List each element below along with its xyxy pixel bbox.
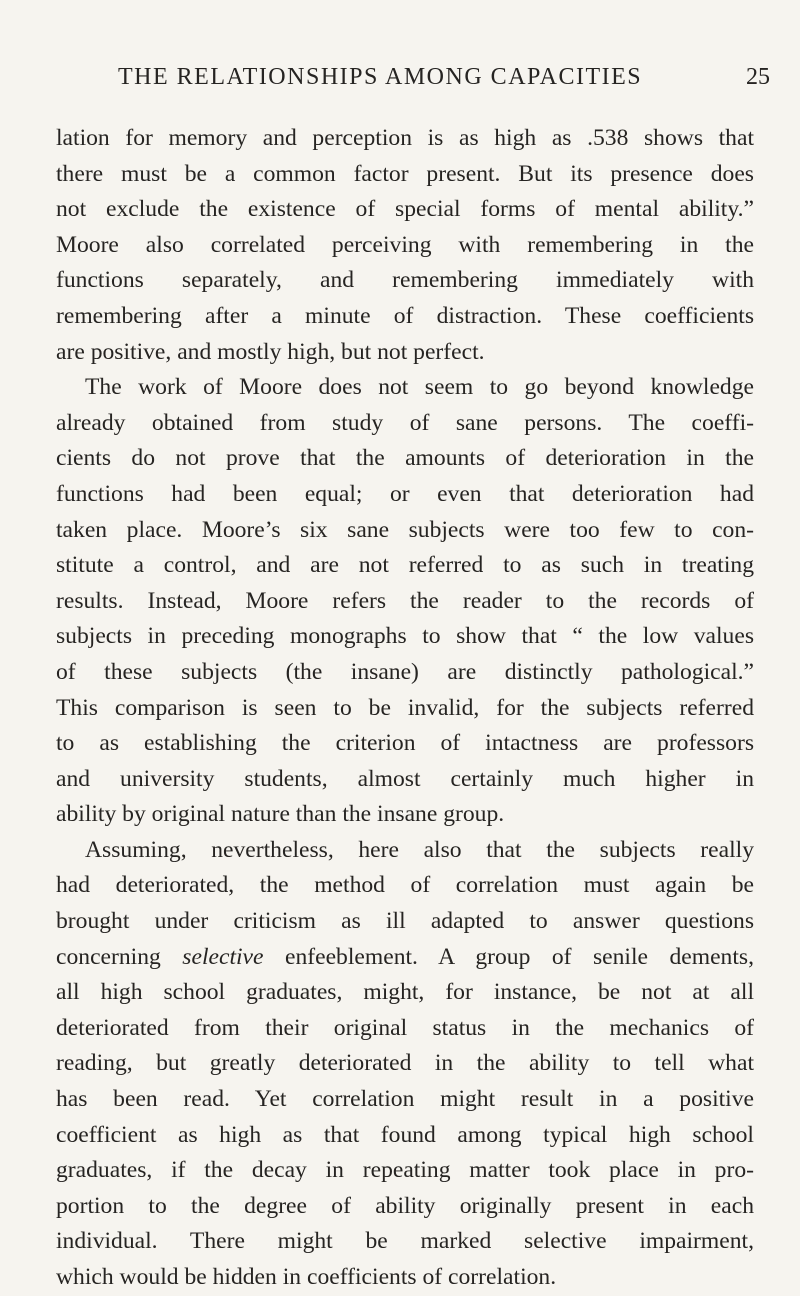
text-line: [56, 548, 754, 584]
text-segment: individual. There might be marked selective impairment,: [56, 1228, 754, 1255]
text-segment: to as establishing the criterion of intactness are professors: [56, 730, 754, 757]
text-line: [56, 1260, 754, 1296]
text-line: [56, 1189, 754, 1225]
text-segment: The work of Moore does not seem to go beyond knowledge: [85, 374, 754, 401]
text-line: [56, 192, 754, 228]
text-line: [56, 477, 754, 513]
text-segment: Assuming, nevertheless, here also that the subjects really: [85, 836, 754, 863]
text-segment: ability by original nature than the insane group.: [56, 801, 505, 828]
text-line: [56, 833, 754, 869]
text-line: [56, 370, 754, 406]
page-number: 25: [746, 64, 770, 90]
text-line: [56, 975, 754, 1011]
text-line: [56, 1082, 754, 1118]
text-segment: results. Instead, Moore refers the reader to the records of: [56, 587, 754, 614]
text-line: [56, 513, 754, 549]
text-line: [56, 406, 754, 442]
text-line: [56, 655, 754, 691]
text-segment: reading, but greatly deteriorated in the ability to tell what: [56, 1050, 754, 1077]
text-segment: taken place. Moore’s six sane subjects were too few to con-: [56, 516, 754, 543]
text-line: [56, 1011, 754, 1047]
text-line: [56, 797, 754, 833]
text-line: [56, 335, 754, 371]
text-segment: functions had been equal; or even that deterioration had: [56, 480, 754, 507]
text-segment: all high school graduates, might, for instance, be not at all: [56, 979, 754, 1006]
text-segment: are positive, and mostly high, but not perfect.: [56, 338, 485, 365]
text-line: [56, 940, 754, 976]
text-segment: and university students, almost certainly much higher in: [56, 765, 754, 792]
text-segment: which would be hidden in coefficients of correlation.: [56, 1264, 557, 1290]
text-segment: portion to the degree of ability originally present in each: [56, 1192, 754, 1219]
text-segment: Moore also correlated perceiving with remembering in the: [56, 231, 754, 258]
text-segment: This comparison is seen to be invalid, for the subjects referred: [56, 694, 754, 721]
text-line: [56, 1046, 754, 1082]
text-segment: concerning: [56, 943, 183, 970]
text-line: [56, 584, 754, 620]
text-segment: brought under criticism as ill adapted to answer questions: [56, 908, 754, 935]
text-segment: subjects in preceding monographs to show that “ the low values: [56, 623, 754, 650]
text-segment: coefficient as high as that found among typical high school: [56, 1121, 754, 1148]
text-line: [56, 1224, 754, 1260]
text-line: [56, 121, 754, 157]
text-segment: had deteriorated, the method of correlation must again be: [56, 872, 754, 899]
text-line: [56, 726, 754, 762]
text-segment: there must be a common factor present. But its presence does: [56, 160, 754, 187]
text-segment: graduates, if the decay in repeating matter took place in pro-: [56, 1157, 754, 1184]
text-segment: lation for memory and perception is as high as .538 shows that: [56, 125, 754, 151]
text-segment: of these subjects (the insane) are distinctly pathological.”: [56, 658, 754, 685]
text-line: [56, 228, 754, 264]
text-segment: already obtained from study of sane persons. The coeffi-: [56, 409, 754, 436]
text-segment: functions separately, and remembering immediately with: [56, 267, 754, 294]
text-line: [56, 441, 754, 477]
text-segment: stitute a control, and are not referred to as such in treating: [56, 552, 754, 579]
text-segment: remembering after a minute of distraction. These coefficients: [56, 302, 754, 329]
text-segment: not exclude the existence of special forms of mental ability.”: [56, 196, 754, 223]
text-line: [56, 868, 754, 904]
text-line: [56, 1118, 754, 1154]
text-line: [56, 157, 754, 193]
text-segment: enfeeblement. A group of senile dements,: [263, 943, 754, 970]
text-segment: deteriorated from their original status in the mechanics of: [56, 1014, 754, 1041]
text-line: [56, 762, 754, 798]
body-text: [56, 121, 754, 1296]
text-line: [56, 619, 754, 655]
text-segment: cients do not prove that the amounts of deterioration in the: [56, 445, 754, 472]
text-line: [56, 1153, 754, 1189]
italic-term: selective: [182, 943, 264, 970]
running-head: THE RELATIONSHIPS AMONG CAPACITIES: [118, 64, 643, 90]
text-line: [56, 691, 754, 727]
text-segment: has been read. Yet correlation might result in a positive: [56, 1086, 754, 1113]
text-line: [56, 263, 754, 299]
text-line: [56, 904, 754, 940]
text-line: [56, 299, 754, 335]
